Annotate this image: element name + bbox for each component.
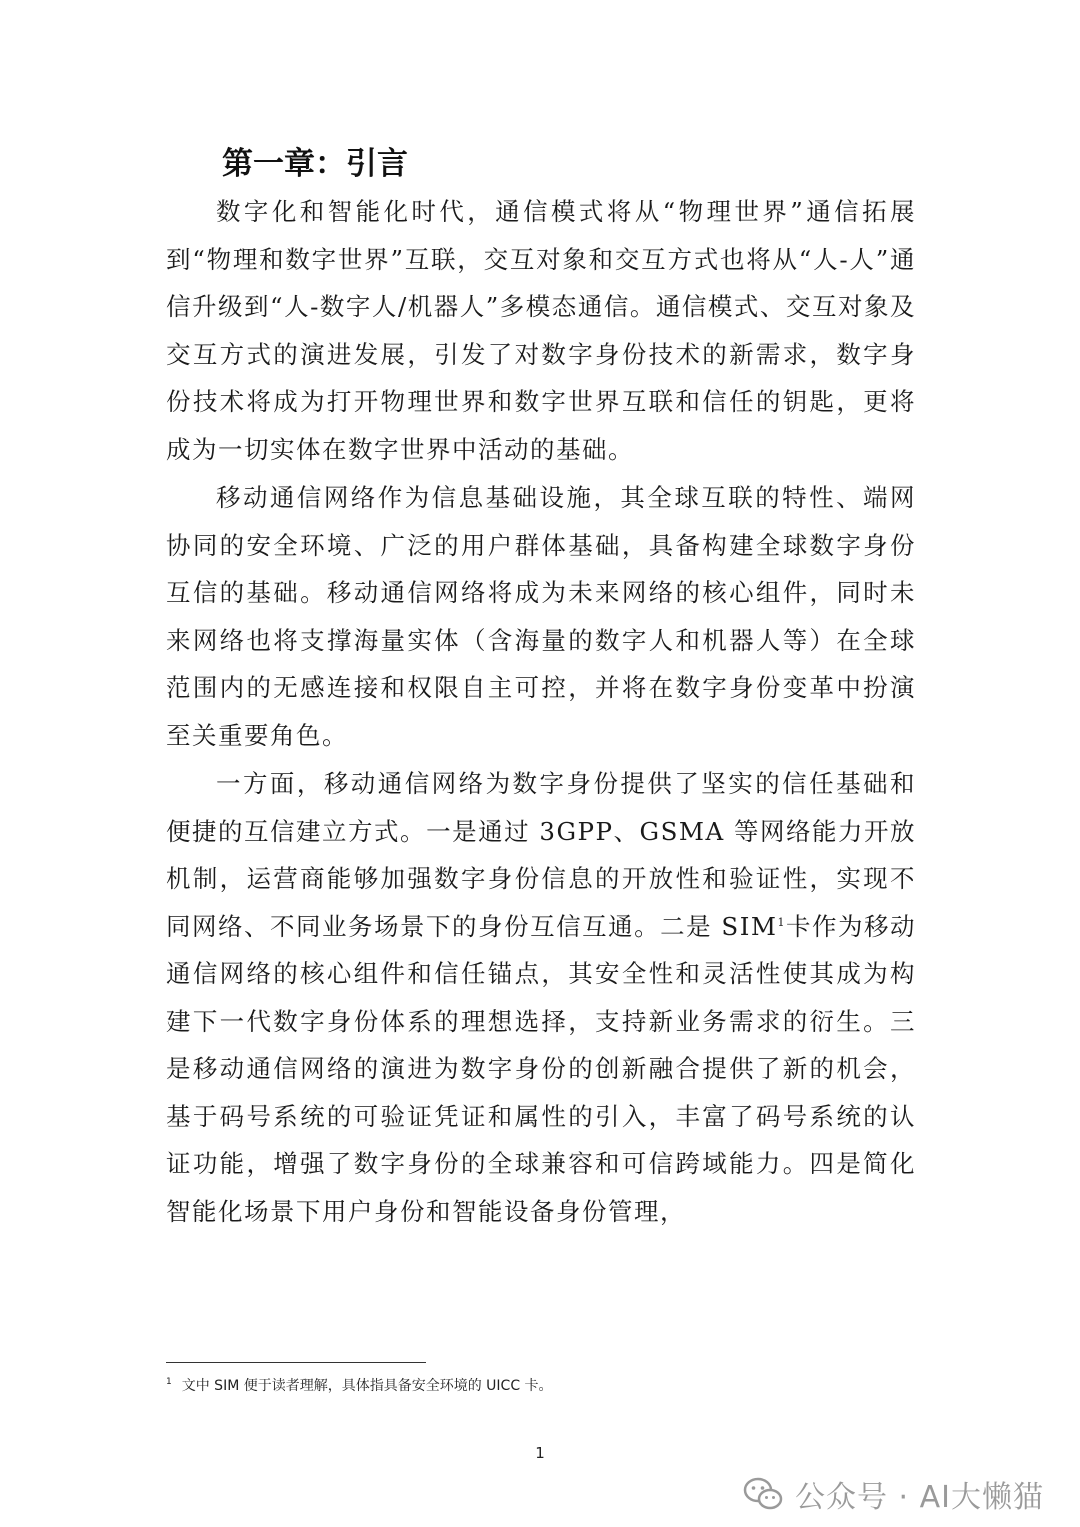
chapter-title: 第一章：引言	[222, 146, 408, 182]
footnote	[166, 1376, 553, 1396]
page-number: 1	[535, 1444, 545, 1462]
footnote-text: 文中 SIM 便于读者理解，具体指具备安全环境的 UICC 卡。	[181, 1378, 553, 1394]
body-text	[166, 188, 916, 1235]
footnote-reference[interactable]: 1	[777, 915, 786, 929]
paragraph-1: 数字化和智能化时代，通信模式将从“物理世界”通信拓展到“物理和数字世界”互联，交互对象和交互方式也将从“人-人”通信升级到“人-数字人/机器人”多模态通信。通信模式、交互对象及交互方式的演进发展，引发了对数字身份技术的新需求，数字身份技术将成为打开物理世界和数字世界互联和信任的钥匙，更将成为一切实体在数字世界中活动的基础。	[166, 197, 916, 464]
paragraph-3-text-before: 一方面，移动通信网络为数字身份提供了坚实的信任基础和便捷的互信建立方式。一是通过 3GPP、GSMA 等网络能力开放机制，运营商能够加强数字身份信息的开放性和验证性，实现不同网络、不同业务场景下的身份互信互通。二是 SIM	[166, 769, 916, 941]
watermark	[743, 1472, 1044, 1516]
paragraph-2: 移动通信网络作为信息基础设施，其全球互联的特性、端网协同的安全环境、广泛的用户群体基础，具备构建全球数字身份互信的基础。移动通信网络将成为未来网络的核心组件，同时未来网络也将支撑海量实体（含海量的数字人和机器人等）在全球范围内的无感连接和权限自主可控，并将在数字身份变革中扮演至关重要角色。	[166, 483, 916, 750]
paragraph-3-text-after: 卡作为移动通信网络的核心组件和信任锚点，其安全性和灵活性使其成为构建下一代数字身份体系的理想选择，支持新业务需求的衍生。三是移动通信网络的演进为数字身份的创新融合提供了新的机会，基于码号系统的可验证凭证和属性的引入，丰富了码号系统的认证功能，增强了数字身份的全球兼容和可信跨域能力。四是简化智能化场景下用户身份和智能设备身份管理，	[166, 911, 916, 1226]
watermark-text: 公众号 · AI大懒猫	[795, 1480, 1044, 1515]
paragraph-3	[166, 760, 916, 1235]
footnote-marker: 1	[166, 1377, 172, 1388]
footnote-divider	[166, 1362, 426, 1363]
wechat-icon	[743, 1477, 783, 1511]
